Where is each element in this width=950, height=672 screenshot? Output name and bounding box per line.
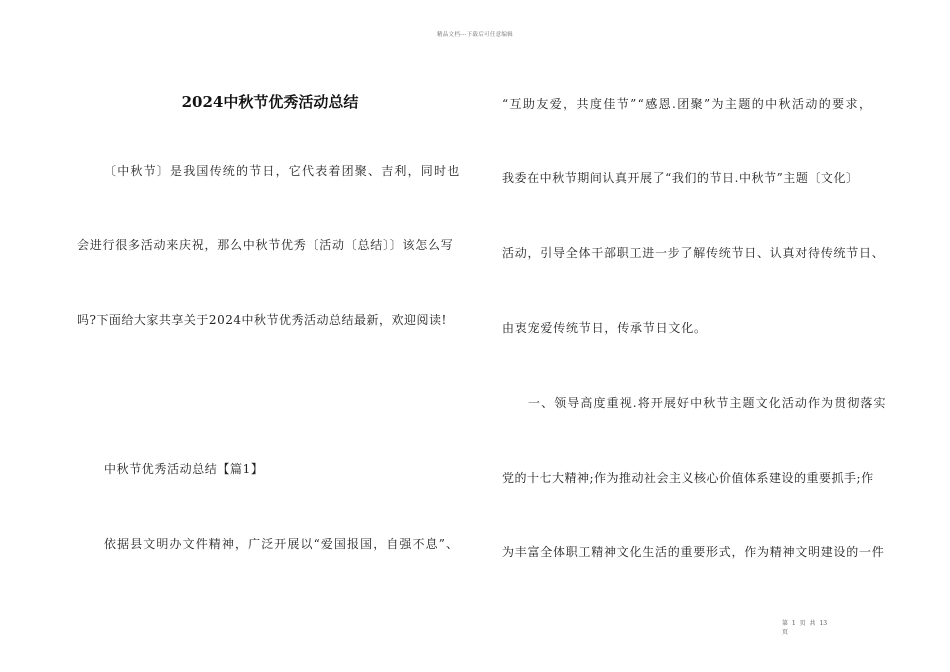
left-line: 依据县文明办文件精神，广泛开展以“爱国报国，自强不息”、 <box>104 537 460 551</box>
page-number <box>782 619 827 637</box>
right-line: 活动，引导全体干部职工进一步了解传统节日、认真对待传统节日、 <box>502 246 885 260</box>
section-heading: 中秋节优秀活动总结【篇1】 <box>104 462 264 476</box>
right-line: 为丰富全体职工精神文化生活的重要形式，作为精神文明建设的一件 <box>502 545 885 559</box>
page-number-line1: 第 1 页 共 13 <box>782 620 828 627</box>
right-line: 我委在中秋节期间认真开展了“我们的节日.中秋节”主题〔文化〕 <box>502 171 859 185</box>
left-line: 〔中秋节〕是我国传统的节日，它代表着团聚、吉利，同时也 <box>104 164 461 178</box>
left-line: 吗?下面给大家共享关于2024中秋节优秀活动总结最新，欢迎阅读! <box>77 313 447 327</box>
right-line: 党的十七大精神;作为推动社会主义核心价值体系建设的重要抓手;作 <box>502 471 874 485</box>
document-title: 2024中秋节优秀活动总结 <box>181 93 359 111</box>
page-header: 精品文档---下载后可任意编辑 <box>436 32 514 38</box>
left-line: 会进行很多活动来庆祝，那么中秋节优秀〔活动〔总结〕〕该怎么写 <box>77 238 454 252</box>
right-line: 一、领导高度重视.将开展好中秋节主题文化活动作为贯彻落实 <box>528 396 887 410</box>
right-line: “互助友爱，共度佳节”“感恩.团聚”为主题的中秋活动的要求， <box>502 97 873 111</box>
page-number-line2: 页 <box>782 629 789 636</box>
right-line: 由衷宠爱传统节日，传承节日文化。 <box>502 321 707 335</box>
